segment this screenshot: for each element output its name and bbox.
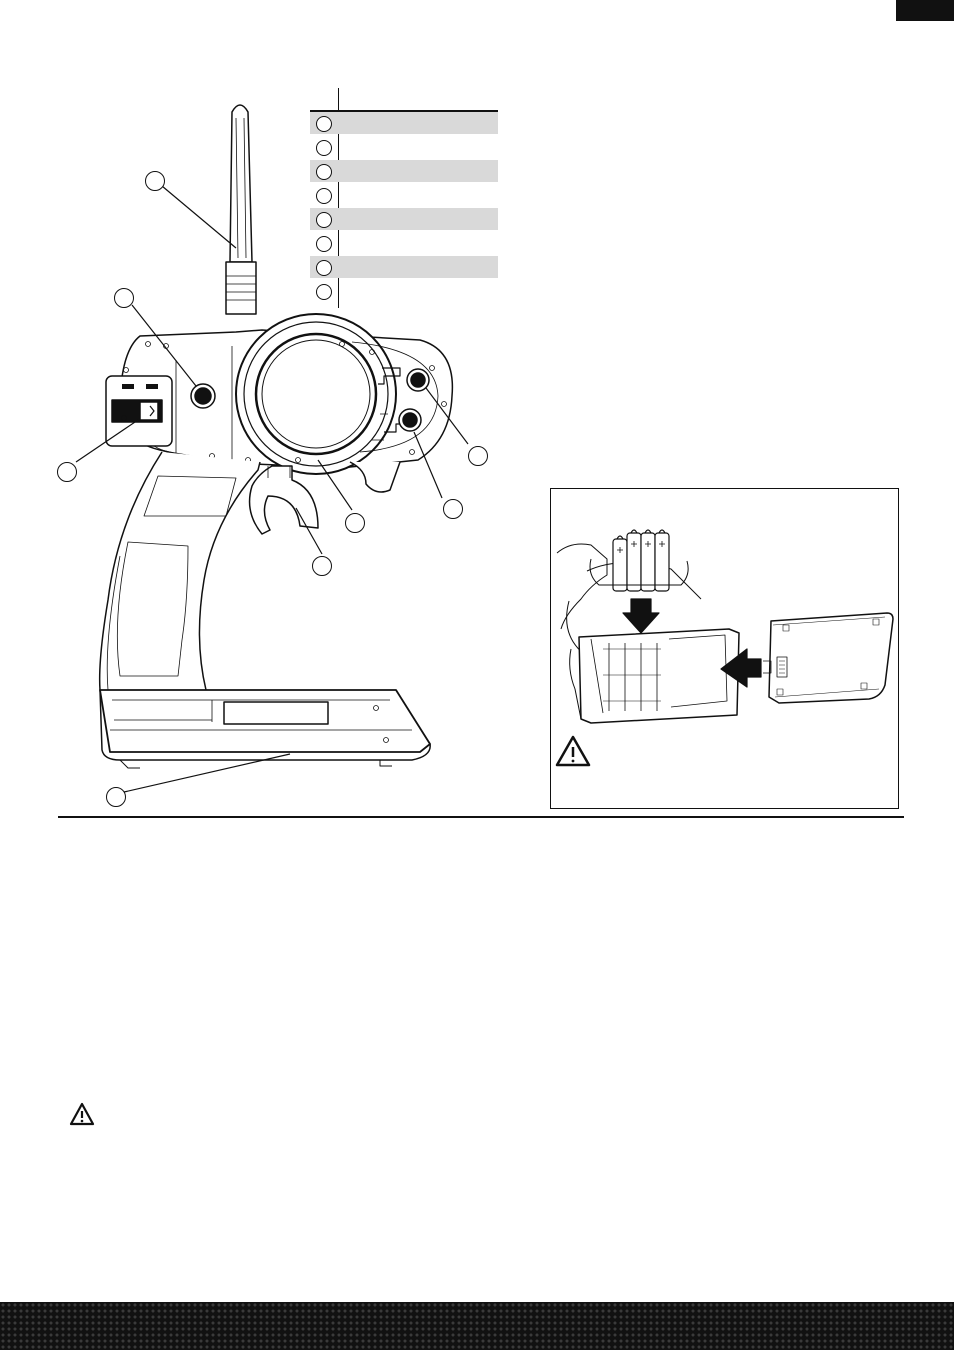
battery-icon [613,530,669,591]
transmitter-illustration [0,0,540,816]
warning-icon [557,737,589,765]
throttle-trigger [250,466,318,534]
antenna [230,105,252,262]
battery-tray [579,629,739,723]
callout-steering-wheel [345,513,365,533]
callout-trigger [312,556,332,576]
antenna-base [226,262,256,314]
callout-steering-trim [468,446,488,466]
callout-battery-cover [106,787,126,807]
callout-power-switch [57,462,77,482]
steering-wheel [236,314,396,474]
warning-icon [68,1101,96,1127]
base-label-plate [224,702,328,724]
arrow-icon [623,599,659,633]
callout-throttle-trim [443,499,463,519]
footer-band [0,1302,954,1350]
section-divider [58,816,904,818]
callout-antenna [145,171,165,191]
callout-bind-knob [114,288,134,308]
battery-installation-figure [550,488,899,809]
language-tab [896,0,954,21]
